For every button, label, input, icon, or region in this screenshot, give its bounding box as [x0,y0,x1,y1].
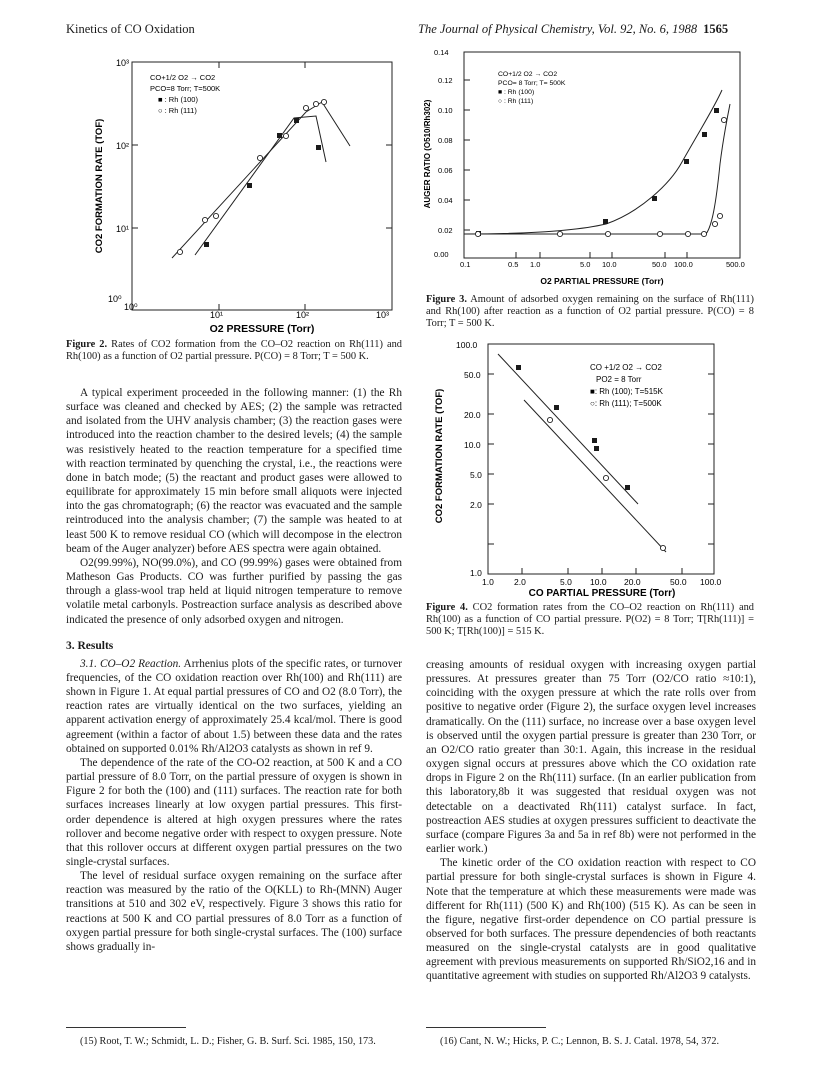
fig3-curves [464,90,730,234]
fig3-curve-rh100 [464,90,722,234]
right-column [426,658,756,984]
fig2-ytick-bottom: 10⁰ [108,294,122,304]
caption-label: Figure 3. [426,294,467,305]
fig3-xtick: 1.0 [530,260,541,269]
fig4-ytick: 20.0 [464,410,481,420]
fig4-legend-conditions: PO2 = 8 Torr [596,375,642,384]
fig4-xtick: 20.0 [624,577,641,587]
fig4-ytick: 2.0 [470,500,482,510]
fig2-rh111-points [177,99,326,254]
fig4-ytick: 50.0 [464,370,481,380]
paragraph: The dependence of the rate of the CO-O2 reaction, at 500 K and a CO partial pressure of 8.0 Torr, on the partial pressure of oxygen is shown in Figure 2 for both the (100) and (111) surfaces. The reaction rate for both surfaces increases linearly at low oxygen partial pressures. This first-order dependence is altered at high oxygen pressures where the rates rollover and become negative order with respect to oxygen pressure. Note that this rollover occurs at different oxygen partial pressures on the two single-crystal surfaces. [66,756,402,868]
footnote-rule-right [426,1027,546,1028]
fig4-ytick: 10.0 [464,440,481,450]
figure-2 [80,44,410,336]
paragraph: A typical experiment proceeded in the following manner: (1) the Rh surface was cleaned and checked by AES; (2) the sample was retracted and isolated from the UHV analysis chamber; (3) the reaction gases were introduced into the reaction chamber to the desired levels; (4) the sample was resistively heated to the reaction temperature for a specified time with reaction terminated by quenching the crystal, i.e., the reactions were done in batch mode; (5) the reactant and product gases were allowed to equilibrate for approximately 15 min before small aliquots were injected into the gas chromatograph; (6) the reactor was evacuated and the sample reintroduced into the analysis chamber; (7) the sample was heated to at least 500 K to remove residual CO (which will decompose in the electron beam of the Auger analyzer) before AES spectra were again obtained. [66,387,402,555]
fig3-xlabel: O2 PARTIAL PRESSURE (Torr) [540,276,664,286]
fig4-xtick: 100.0 [700,577,722,587]
fig2-legend-rh111: ○ : Rh (111) [158,106,197,115]
fig2-xtick: 10² [296,310,310,320]
fig3-ytick: 0.12 [438,76,453,85]
footnote-right: (16) Cant, N. W.; Hicks, P. C.; Lennon, B. S. J. Catal. 1978, 54, 372. [440,1036,720,1047]
fig4-rh111-points [547,417,665,550]
figure-2-plot [80,44,410,336]
fig3-xtick: 10.0 [602,260,617,269]
footnote-rule-left [66,1027,186,1028]
caption-text: Rates of CO2 formation from the CO–O2 reaction on Rh(111) and Rh(100) as a function of O2 partial pressure. P(CO) = 8 Torr; T = 500 K. [66,339,402,362]
fig3-ticks [464,80,687,258]
fig3-legend-reaction: CO+1/2 O2 → CO2 [498,71,558,78]
fig2-legend-rh100: ■ : Rh (100) [158,95,198,104]
fig2-xtick: 10³ [376,310,390,320]
fig2-curve-rh111 [172,102,350,258]
fig2-xtick: 10¹ [210,310,224,320]
paragraph: creasing amounts of residual oxygen with increasing oxygen partial pressures. At pressures greater than 75 Torr (O2/CO ratio ≈10:1), coinciding with the oxygen pressure at which the rate rolls over from positive to negative order (Figure 2), the surface oxygen level increases dramatically. On the (111) surface, no increase over a base oxygen level is observed until the oxygen partial pressure is greater than 230 Torr, or an O2/CO ratio greater than 30:1. Again, this increase in the residual oxygen signal occurs at pressures above which the CO oxidation rate drops in Figure 2 on the Rh(111) surface. (In an earlier publication from this laboratory,8b it was suggested that residual oxygen was not detectable on a deactivated Rh(111) catalyst surface. In fact, postreaction AES studies at oxygen pressures sufficient to deactivate the surface (compare Figures 3a and 5a in ref 8b) were not performed in the earlier work.) [426,659,756,856]
fig3-ytick: 0.10 [438,106,453,115]
fig3-xtick: 5.0 [580,260,591,269]
fig3-ytick: 0.06 [438,166,453,175]
fig2-legend-conditions: PCO=8 Torr; T=500K [150,84,221,93]
fig2-ytick: 10¹ [116,224,130,234]
fig3-ytick: 0.02 [438,226,453,235]
running-header-right [418,22,728,37]
figure-2-caption [66,339,402,363]
figure-3 [420,44,760,292]
page-number: 1565 [703,22,729,36]
fig4-xtick: 50.0 [670,577,687,587]
fig2-xtick: 10⁰ [124,302,138,312]
fig4-xtick: 2.0 [514,577,526,587]
fig4-ylabel: CO2 FORMATION RATE (TOF) [434,388,445,524]
paragraph-text: Arrhenius plots of the specific rates, or turnover frequencies, of the CO oxidation reaction over Rh(100) and Rh(111) are shown in Figure 1. At equal partial pressures of CO and O2 (8.0 Torr), the reaction rates are virtually identical on the two surfaces, yielding an apparent activation energy of approximately 25.4 kcal/mol. There is good agreement (within a factor of about 1.5) between these data and the rates obtained on supported 0.01% Rh/Al2O3 catalysts as shown in ref 9. [66,657,403,755]
fig3-ytick: 0.00 [434,250,449,259]
section-heading: 3. Results [66,639,114,652]
fig3-xtick: 100.0 [674,260,693,269]
fig3-legend-rh111: ○ : Rh (111) [498,98,534,105]
fig3-rh100-points [476,108,719,236]
left-column [66,386,402,954]
fig2-curves [172,102,350,258]
caption-text: Amount of adsorbed oxygen remaining on the surface of Rh(111) and Rh(100) after reaction as a function of O2 partial pressure. P(CO) = 8 Torr; T = 500 K. [426,294,754,329]
journal-citation: The Journal of Physical Chemistry, Vol. 92, No. 6, 1988 [418,22,698,36]
fig4-xtick: 10.0 [590,577,607,587]
fig3-ytick: 0.04 [438,196,453,205]
fig4-line-rh111 [524,400,666,552]
fig4-ytick: 100.0 [456,340,478,350]
fig3-xtick: 0.5 [508,260,519,269]
figure-3-caption [426,294,754,330]
caption-text: CO2 formation rates from the CO–O2 reaction on Rh(111) and Rh(100) as a function of CO partial pressure. P(O2) = 8 Torr; T[Rh(111)] = 500 K; T[Rh(100)] = 515 K. [426,602,755,637]
fig4-ytick: 1.0 [470,568,482,578]
figure-3-plot [420,44,760,292]
caption-label: Figure 4. [426,602,468,613]
paragraph: The level of residual surface oxygen remaining on the surface after reaction was measured by the ratio of the O(KLL) to Rh-(MNN) Auger transitions at 510 and 302 eV, respectively. Figure 3 shows this ratio for reactions at 500 K and CO partial pressures of 8.0 Torr as a function of oxygen partial pressure for both single-crystal surfaces. The (100) surface shows gradually in- [66,870,402,953]
fig2-ytick: 10² [116,141,130,151]
fig4-xtick: 5.0 [560,577,572,587]
fig3-xtick: 500.0 [726,260,745,269]
subsection-title: 3.1. CO–O2 Reaction. [80,657,182,670]
fig4-xlabel: CO PARTIAL PRESSURE (Torr) [528,588,676,598]
figure-4-caption [426,602,754,638]
paragraph [66,657,402,756]
fig3-ytick: 0.08 [438,136,453,145]
fig3-legend-conditions: PCO= 8 Torr; T= 500K [498,80,566,87]
fig4-legend-reaction: CO +1/2 O2 → CO2 [590,363,662,372]
fig3-xtick: 50.0 [652,260,667,269]
fig2-ylabel: CO2 FORMATION RATE (TOF) [94,118,105,254]
fig3-curve-rh111 [464,104,730,234]
fig3-rh111-points [475,117,726,236]
figure-4 [420,338,760,598]
fig3-xtick: 0.1 [460,260,471,269]
fig2-ytick-top: 10³ [116,58,130,68]
fig2-xlabel: O2 PRESSURE (Torr) [209,323,315,335]
fig2-rh100-points [204,118,321,247]
fig2-curve-rh100 [195,116,326,255]
fig3-legend-rh100: ■ : Rh (100) [498,89,535,96]
figure-4-plot [420,338,760,598]
fig4-xtick: 1.0 [482,577,494,587]
fig3-ytick: 0.14 [434,48,449,57]
footnote-left: (15) Root, T. W.; Schmidt, L. D.; Fisher, G. B. Surf. Sci. 1985, 150, 173. [80,1036,376,1047]
fig4-legend-rh111: ○: Rh (111); T=500K [590,399,662,408]
fig3-ylabel: AUGER RATIO (O510/Rh302) [423,99,432,209]
paragraph: O2(99.99%), NO(99.0%), and CO (99.99%) gases were obtained from Matheson Gas Products. CO was further purified by passing the gas through a glass-wool trap held at liquid nitrogen temperature to remove volatile metal carbonyls. Postreaction surface analysis as described above indicated the presence of only adsorbed oxygen and nitrogen. [66,556,402,626]
fig4-legend-rh100: ■: Rh (100); T=515K [590,387,663,396]
caption-label: Figure 2. [66,339,108,350]
fig4-ytick: 5.0 [470,470,482,480]
paragraph: The kinetic order of the CO oxidation reaction with respect to CO partial pressure for both single-crystal surfaces is shown in Figure 4. Note that the temperature at which these measurements were made was different for Rh(111) (500 K) and Rh(100) (515 K). As can be seen in the figure, negative first-order dependence on CO partial pressure is observed for both surfaces. The pressure dependencies of both reactants measured on the single-crystal catalysts are in good qualitative agreement with previous measurements on supported Rh/SiO2,16 and in quantitative agreement with studies on supported Rh/Al2O3 9 catalysts. [426,857,756,983]
running-header-left: Kinetics of CO Oxidation [66,22,195,36]
fig2-legend-reaction: CO+1/2 O2 → CO2 [150,73,216,82]
